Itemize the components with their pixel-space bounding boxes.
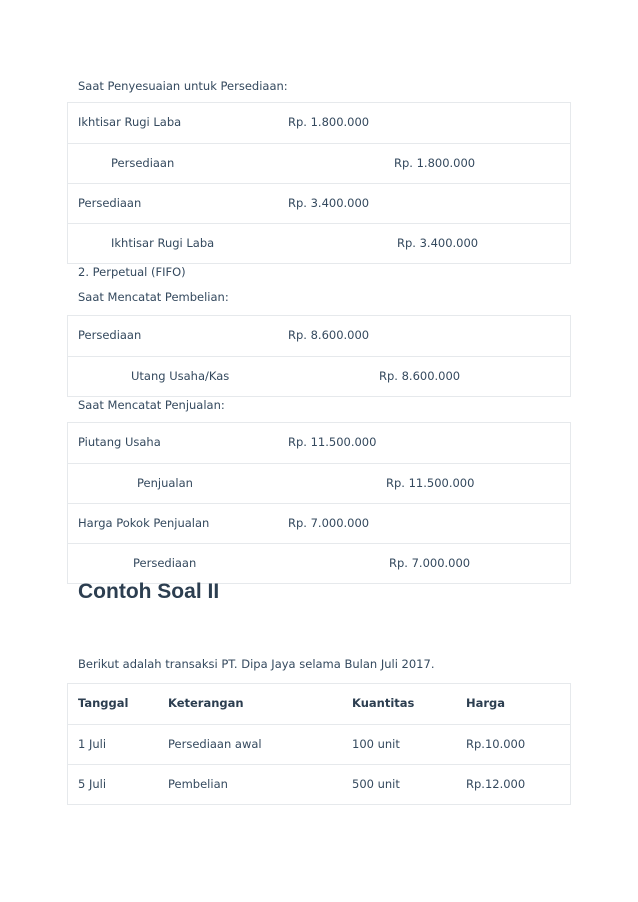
journal-row bbox=[68, 316, 570, 356]
table-row bbox=[68, 764, 570, 804]
column-header: Keterangan bbox=[168, 696, 244, 710]
debit-amount: Rp. 8.600.000 bbox=[288, 328, 370, 342]
account-name: Penjualan bbox=[137, 476, 193, 490]
intro-text: Berikut adalah transaksi PT. Dipa Jaya selama Bulan Juli 2017. bbox=[78, 657, 435, 671]
column-header: Tanggal bbox=[78, 696, 129, 710]
table-cell: Rp.10.000 bbox=[466, 737, 526, 751]
journal-table-penjualan bbox=[67, 422, 571, 584]
debit-amount: Rp. 7.000.000 bbox=[288, 516, 370, 530]
table-cell: 1 Juli bbox=[78, 737, 107, 751]
journal-row bbox=[68, 423, 570, 463]
table-cell: Persediaan awal bbox=[168, 737, 262, 751]
credit-amount: Rp. 1.800.000 bbox=[394, 156, 476, 170]
account-name: Ikhtisar Rugi Laba bbox=[111, 236, 215, 250]
credit-amount: Rp. 11.500.000 bbox=[386, 476, 475, 490]
section-heading-pembelian: Saat Mencatat Pembelian: bbox=[78, 290, 229, 304]
perpetual-title: 2. Perpetual (FIFO) bbox=[78, 265, 186, 279]
account-name: Ikhtisar Rugi Laba bbox=[78, 115, 182, 129]
transactions-table bbox=[67, 683, 571, 805]
journal-row bbox=[68, 183, 570, 223]
debit-amount: Rp. 3.400.000 bbox=[288, 196, 370, 210]
table-row bbox=[68, 724, 570, 764]
column-header: Kuantitas bbox=[352, 696, 415, 710]
account-name: Harga Pokok Penjualan bbox=[78, 516, 210, 530]
journal-row bbox=[68, 503, 570, 543]
table-cell: 500 unit bbox=[352, 777, 400, 791]
journal-row bbox=[68, 356, 570, 396]
journal-row bbox=[68, 143, 570, 183]
table-cell: 5 Juli bbox=[78, 777, 107, 791]
credit-amount: Rp. 8.600.000 bbox=[379, 369, 461, 383]
debit-amount: Rp. 1.800.000 bbox=[288, 115, 370, 129]
account-name: Utang Usaha/Kas bbox=[131, 369, 230, 383]
credit-amount: Rp. 7.000.000 bbox=[389, 556, 471, 570]
column-header: Harga bbox=[466, 696, 506, 710]
account-name: Persediaan bbox=[133, 556, 197, 570]
journal-row bbox=[68, 543, 570, 583]
table-header-row bbox=[68, 684, 570, 724]
section-heading-penjualan: Saat Mencatat Penjualan: bbox=[78, 398, 225, 412]
table-cell: Rp.12.000 bbox=[466, 777, 526, 791]
journal-row bbox=[68, 103, 570, 143]
journal-table-pembelian bbox=[67, 315, 571, 397]
table-cell: 100 unit bbox=[352, 737, 400, 751]
debit-amount: Rp. 11.500.000 bbox=[288, 435, 377, 449]
account-name: Persediaan bbox=[78, 328, 142, 342]
account-name: Persediaan bbox=[111, 156, 175, 170]
page-title: Contoh Soal II bbox=[78, 580, 220, 603]
credit-amount: Rp. 3.400.000 bbox=[397, 236, 479, 250]
section-heading-penyesuaian: Saat Penyesuaian untuk Persediaan: bbox=[78, 79, 288, 93]
account-name: Persediaan bbox=[78, 196, 142, 210]
journal-row bbox=[68, 463, 570, 503]
account-name: Piutang Usaha bbox=[78, 435, 161, 449]
journal-row bbox=[68, 223, 570, 263]
table-cell: Pembelian bbox=[168, 777, 228, 791]
journal-table-penyesuaian bbox=[67, 102, 571, 264]
